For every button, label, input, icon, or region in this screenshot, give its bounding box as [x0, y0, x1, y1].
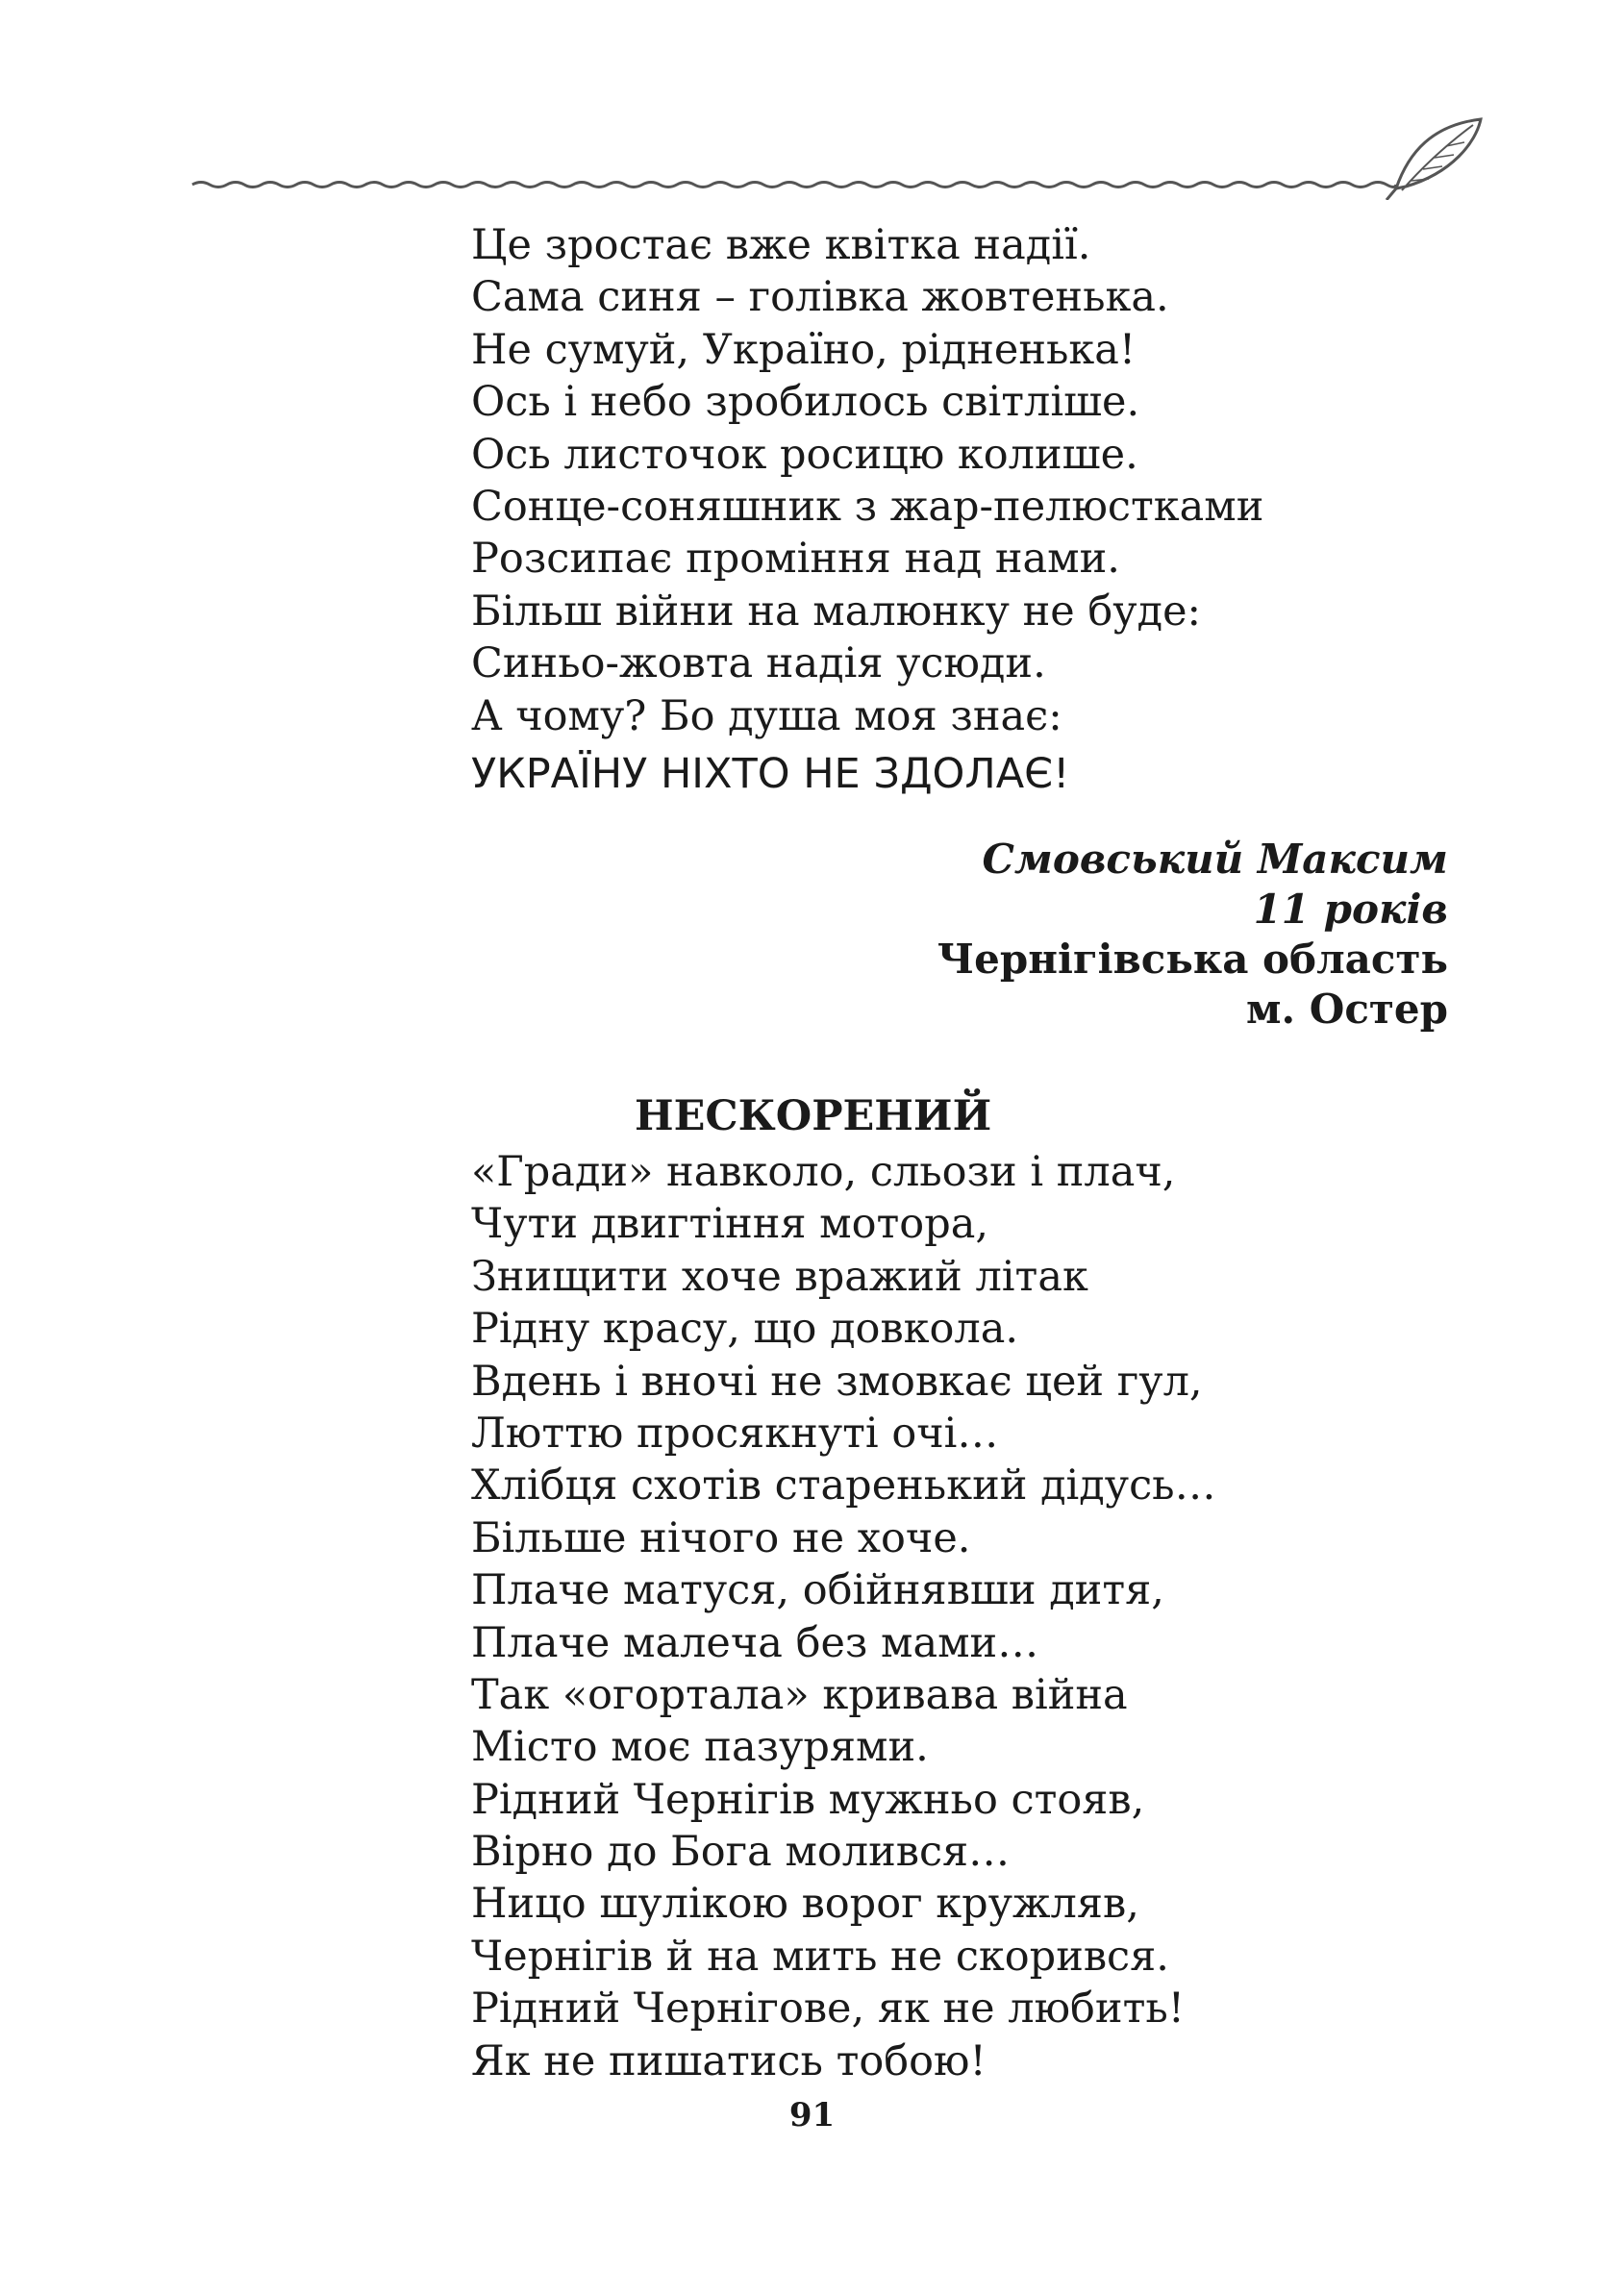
poem-line: Більш війни на малюнку не буде: [471, 587, 1202, 636]
poem-line: А чому? Бо душа моя знає: [471, 691, 1062, 740]
wavy-line [192, 183, 1396, 187]
poem-line: Вірно до Бога молився… [471, 1828, 1011, 1877]
poem-line: Чернігів й на мить не скорився. [471, 1932, 1169, 1981]
poem-2 [471, 1146, 1216, 2087]
poem-line: Ось листочок росицю колише. [471, 430, 1138, 479]
poem-line: Рідний Чернігове, як не любить! [471, 1985, 1186, 2034]
poem-closing-line: УКРАЇНУ НІХТО НЕ ЗДОЛАЄ! [471, 749, 1070, 798]
poem-line: Плаче матуся, обійнявши дитя, [471, 1566, 1164, 1615]
poem-line: Синьо-жовта надія усюди. [471, 639, 1046, 688]
poem-line: Люттю просякнуті очі… [471, 1409, 999, 1458]
poem-line: Знищити хоче вражий літак [471, 1252, 1088, 1301]
header-ornament [183, 113, 1490, 200]
poem-line: Як не пишатись тобою! [471, 2036, 987, 2085]
poem-line: Не сумуй, Україно, рідненька! [471, 325, 1137, 374]
poem-line: Це зростає вже квітка надії. [471, 221, 1091, 269]
poem-line: Місто моє пазурями. [471, 1723, 929, 1772]
author-region: Чернігівська область [937, 936, 1448, 983]
author-name: Смовський Максим [982, 836, 1448, 883]
poem-line: Хлібця схотів старенький дідусь… [471, 1461, 1216, 1511]
poem-line: Сама синя – голівка жовтенька. [471, 273, 1169, 322]
poem-line: Так «огортала» кривава війна [471, 1670, 1128, 1719]
feather-quill-icon [1387, 119, 1481, 200]
poem-line: Більше нічого не хоче. [471, 1513, 971, 1562]
poem-line: Чути двигтіння мотора, [471, 1200, 989, 1249]
author-signature [937, 835, 1448, 1035]
page-number: 91 [788, 2096, 836, 2135]
poem-title: НЕСКОРЕНИЙ [635, 1092, 992, 1140]
poem-line: Сонце-соняшник з жар-пелюстками [471, 482, 1264, 531]
author-town: м. Остер [1246, 986, 1448, 1033]
poem-line: Рідну красу, що довкола. [471, 1305, 1019, 1354]
poem-line: Ницо шулікою ворог кружляв, [471, 1880, 1139, 1929]
poem-line: Рідний Чернігів мужньо стояв, [471, 1775, 1145, 1824]
poem-line: Плаче малеча без мами… [471, 1618, 1039, 1667]
poem-line: Ось і небо зробилось світліше. [471, 378, 1140, 427]
poem-1 [471, 219, 1263, 800]
author-age: 11 років [1253, 886, 1448, 933]
poem-line: Розсипає проміння над нами. [471, 535, 1120, 584]
poem-line: «Гради» навколо, сльози і плач, [471, 1148, 1176, 1196]
poem-line: Вдень і вночі не змовкає цей гул, [471, 1357, 1203, 1406]
